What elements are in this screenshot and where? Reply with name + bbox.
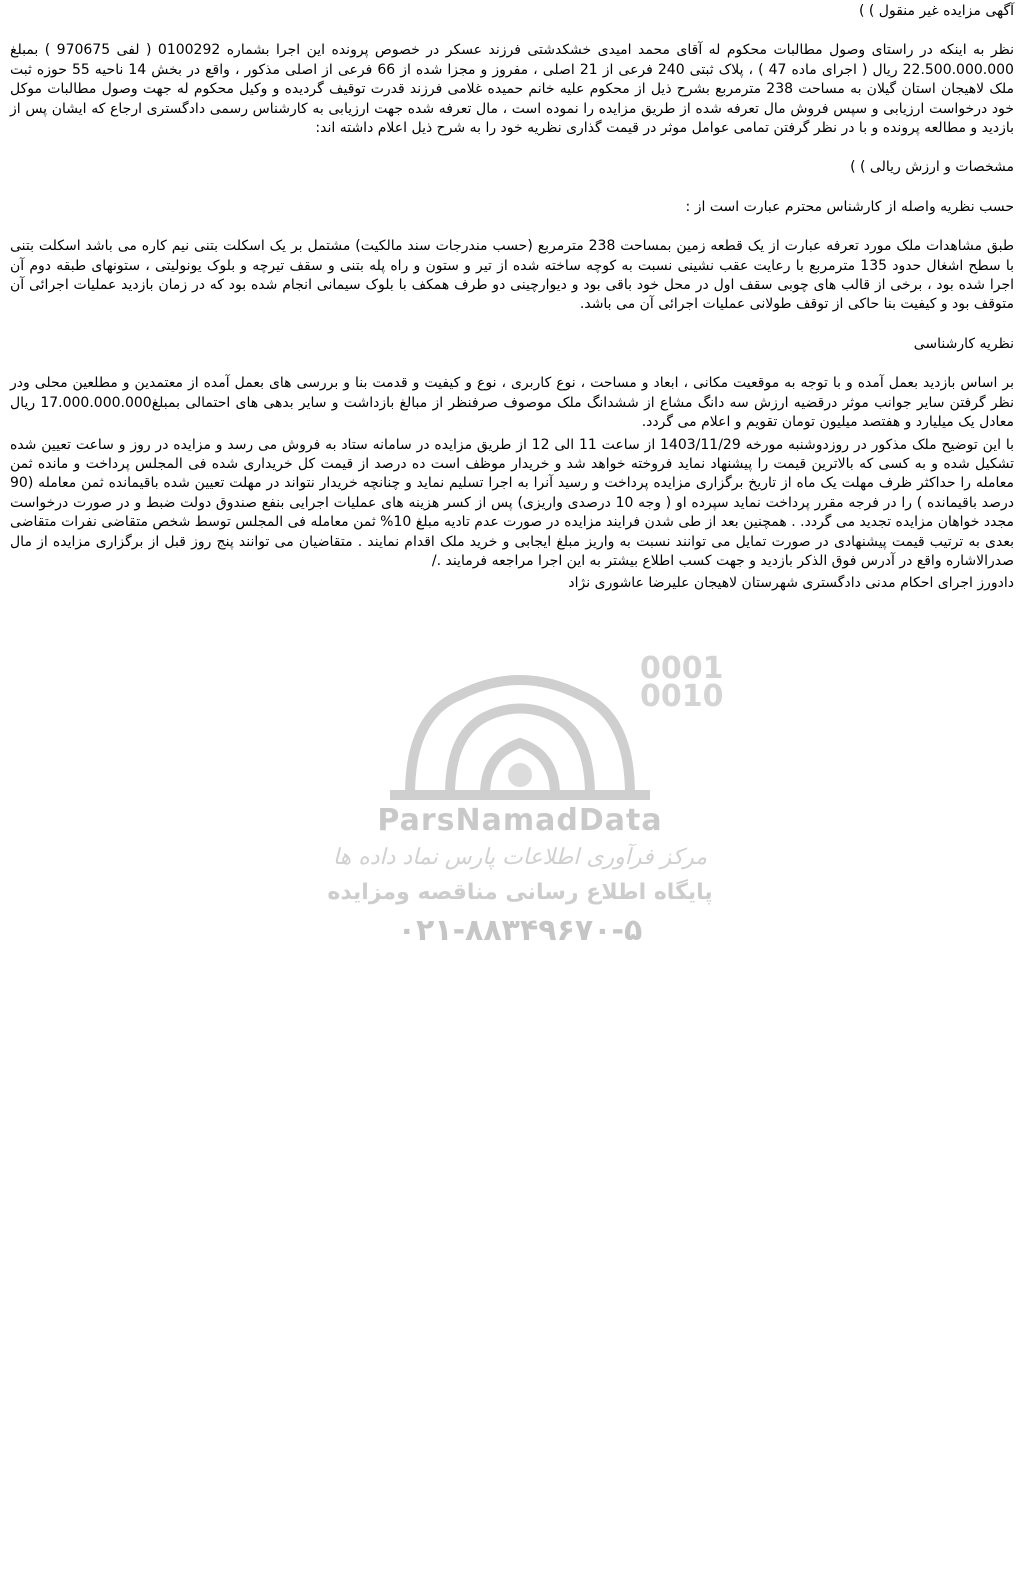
signature-line: دادورز اجرای احکام مدنی دادگستری شهرستان لاهیجان علیرضا عاشوری نژاد	[568, 575, 1014, 592]
watermark-digits: 0001 0010	[640, 651, 724, 714]
watermark-phone: ۰۲۱-۸۸۳۴۹۶۷۰-۵	[397, 913, 643, 948]
watermark	[300, 651, 740, 955]
emblem-icon	[370, 655, 670, 805]
property-description: طبق مشاهدات ملک مورد تعرفه عبارت از یک قطعه زمین بمساحت 238 مترمربع (حسب مندرجات سند مالکیت) مشتمل بر یک اسکلت بتنی نیم کاره می باشد اسکلت بتنی با سطح اشغال حدود 135 مترمربع با رعایت عقب نشینی نسبت به کوچه ساخته شده از تیر و ستون و راه پله بتنی و سقف تیرچه و بلوک یونولیتی ، ستونهای طبقه دوم آن اجرا شده بود ، برخی از قالب های چوبی سقف اول در محل خود باقی بود و دیوارچینی دو طرف همکف با بلوک سیمانی انجام شده بود که در زمان بازدید عملیات اجرائی آن متوقف بود و کیفیت بنا حاکی از توقف طولانی عملیات اجرائی آن می باشد.	[10, 238, 1015, 313]
specs-heading: مشخصات و ارزش ریالی ) )	[850, 159, 1014, 176]
watermark-subtitle: پایگاه اطلاع رسانی مناقصه ومزایده	[327, 880, 713, 905]
opinion-heading: نظریه کارشناسی	[913, 335, 1014, 352]
watermark-brand: ParsNamadData	[377, 803, 663, 838]
notice-intro-paragraph: نظر به اینکه در راستای وصول مطالبات محکوم له آقای محمد امیدی خشکدشتی فرزند عسکر در خصوص پرونده این اجرا بشماره 0100292 ( لفی 970675 ) بمبلغ 22.500.000.000 ریال ( اجرای ماده 47 ) ، پلاک ثبتی 240 فرعی از 21 اصلی ، مفروز و مجزا شده از 66 فرعی از اصلی مذکور ، واقع در بخش 14 ناحیه 55 حوزه ثبت ملک لاهیجان استان گیلان به مساحت 238 مترمربع بشرح ذیل از محکوم علیه خانم حمیده غلامی فرزند قدرت توقیف گردیده و وکیل محکوم له جهت وصول مطالبات موکل خود درخواست ارزیابی و سپس فروش مال تعرفه شده از طریق مزایده را نموده است ، مال تعرفه شده جهت ارزیابی به کارشناس رسمی دادگستری ارجاع که ایشان پس از بازدید و مطالعه پرونده و با در نظر گرفتن تمامی عوامل موثر در قیمت گذاری نظریه خود را به شرح ذیل اعلام داشته اند:	[10, 42, 1014, 137]
notice-title: آگهی مزایده غیر منقول ) )	[858, 3, 1014, 19]
notice-document	[10, 2, 1014, 594]
auction-terms: با این توضیح ملک مذکور در روزدوشنبه مورخه 1403/11/29 از ساعت 11 الی 12 از طریق مزایده در سامانه ستاد به فروش می رسد و مزایده در روز و ساعت تعیین شده تشکیل شده و به کسی که بالاترین قیمت را پیشنهاد نماید فروخته خواهد شد و خریدار موظف است ده درصد از قیمت کل خریداری شده فی المجلس پرداخت و مانده ثمن معامله را حداکثر ظرف مهلت یک ماه از تاریخ برگزاری مزایده پرداخت و رسید آنرا به اجرا تسلیم نماید و چنانچه خریدار نتواند در مهلت تعیین شده باقیمانده ثمن معامله (90 درصد باقیمانده ) را در فرجه مقرر پرداخت نماید سپرده او ( وجه 10 درصدی واریزی) پس از کسر هزینه های عملیات اجرایی بنفع صندوق دولت ضبط و در صورت درخواست مجدد خواهان مزایده تجدید می گردد. . همچنین بعد از طی شدن فرایند مزایده در صورت عدم تادیه مبلغ 10% ثمن معامله فی المجلس توسط شخص متقاضی نفرات متقاضی بعدی به ترتیب قیمت پیشنهادی در صورت تمایل می توانند نسبت به واریز مبلغ ایجابی و خرید ملک اقدام نمایند . متقاضیان می توانند پنج روز قبل از برگزاری مزایده از مال صدرالاشاره واقع در آدرس فوق الذکر بازدید و جهت کسب اطلاع بیشتر به این اجرا مراجعه فرمایند ./	[10, 436, 1015, 569]
expert-intro: حسب نظریه واصله از کارشناس محترم عبارت است از :	[685, 198, 1014, 215]
expert-opinion: بر اساس بازدید بعمل آمده و با توجه به موقعیت مکانی ، ابعاد و مساحت ، نوع کاربری ، نوع و کیفیت و قدمت بنا و بررسی های بعمل آمده از معتمدین و مطلعین محلی ودر نظر گرفتن سایر جوانب موثر درقضیه ارزش سه دانگ مشاع از ششدانگ ملک موصوف صرفنظر از مبالغ بازداشت و سایر بدهی های احتمالی بمبلغ17.000.000.000 ریال معادل یک میلیارد و هفتصد میلیون تومان تقویم و اعلام می گردد.	[10, 375, 1014, 431]
watermark-tagline: مرکز فرآوری اطلاعات پارس نماد داده ها	[332, 845, 708, 870]
